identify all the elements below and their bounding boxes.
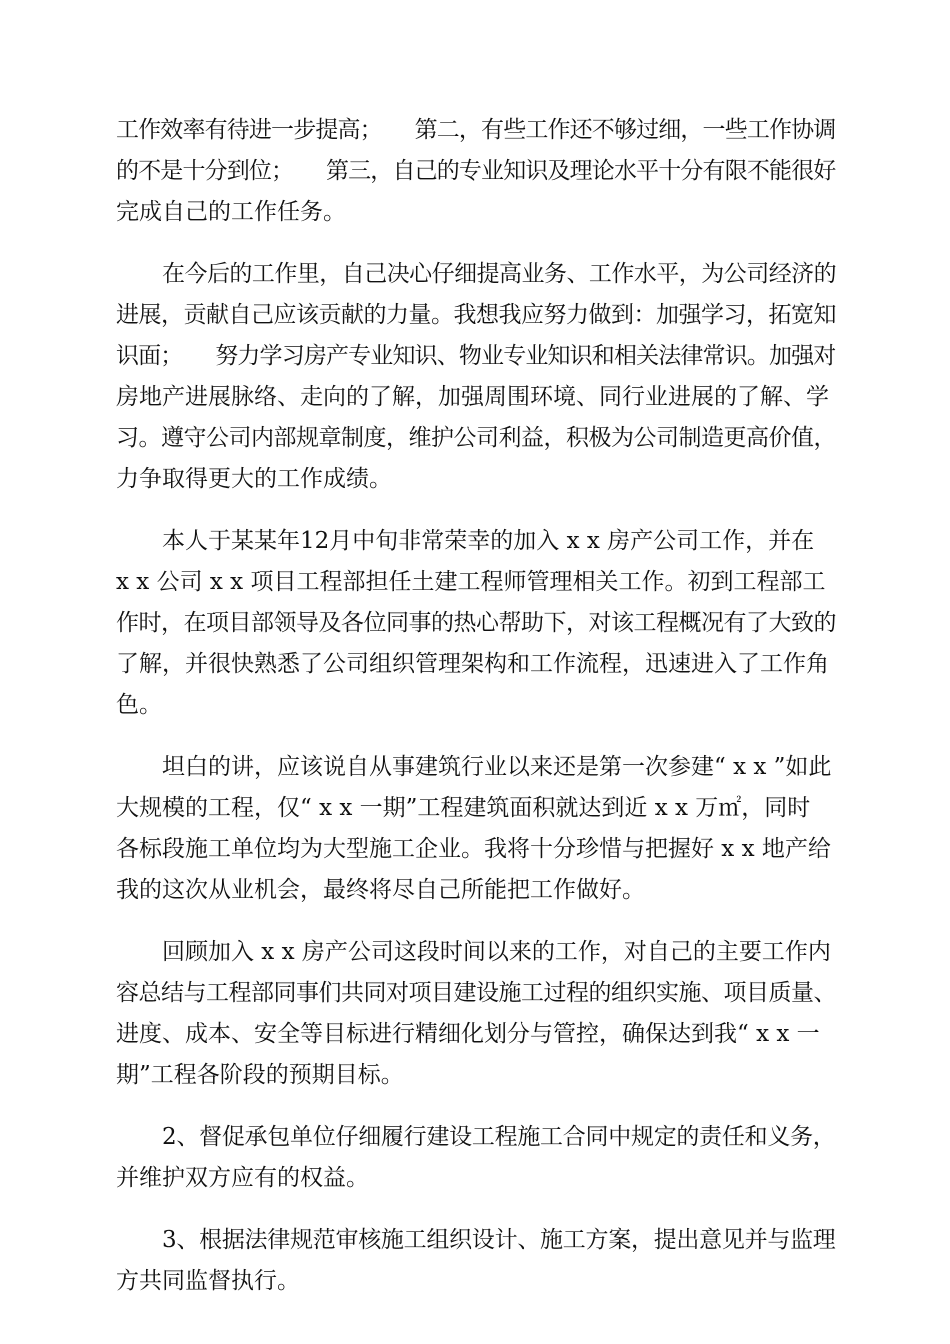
text-line: 识面； 努力学习房产专业知识、物业专业知识和相关法律常识。加强对 bbox=[116, 343, 836, 369]
paragraph-item-3 bbox=[116, 1220, 836, 1302]
text-line: 进度、成本、安全等目标进行精细化划分与管控，确保达到我“ x x 一 bbox=[116, 1021, 820, 1047]
text-line: 期”工程各阶段的预期目标。 bbox=[116, 1062, 404, 1088]
text-line: 容总结与工程部同事们共同对项目建设施工过程的组织实施、项目质量、 bbox=[116, 980, 836, 1006]
paragraph-work-review bbox=[116, 932, 836, 1096]
paragraph-work-shortcomings bbox=[116, 110, 836, 233]
text-line: 2、督促承包单位仔细履行建设工程施工合同中规定的责任和义务， bbox=[162, 1124, 836, 1150]
text-line: 我的这次从业机会，最终将尽自己所能把工作做好。 bbox=[116, 877, 645, 903]
text-line: 各标段施工单位均为大型施工企业。我将十分珍惜与把握好 x x 地产给 bbox=[116, 836, 831, 862]
text-line: 作时，在项目部领导及各位同事的热心帮助下，对该工程概况有了大致的 bbox=[116, 610, 836, 636]
paragraph-future-plan bbox=[116, 254, 836, 500]
text-line: 大规模的工程，仅“ x x 一期”工程建筑面积就达到近 x x 万㎡，同时 bbox=[116, 795, 811, 821]
document-body bbox=[116, 110, 836, 1323]
paragraph-item-2 bbox=[116, 1117, 836, 1199]
text-line: 的不是十分到位； 第三，自己的专业知识及理论水平十分有限不能很好 bbox=[116, 158, 836, 184]
text-line: 回顾加入 x x 房产公司这段时间以来的工作，对自己的主要工作内 bbox=[162, 939, 831, 965]
text-line: 在今后的工作里，自己决心仔细提高业务、工作水平，为公司经济的 bbox=[162, 261, 837, 287]
paragraph-joining-company bbox=[116, 521, 836, 726]
paragraph-project-scale bbox=[116, 747, 836, 911]
text-line: 色。 bbox=[116, 692, 162, 718]
text-line: 力争取得更大的工作成绩。 bbox=[116, 466, 392, 492]
text-line: 方共同监督执行。 bbox=[116, 1268, 300, 1294]
text-line: 完成自己的工作任务。 bbox=[116, 199, 346, 225]
text-line: 了解，并很快熟悉了公司组织管理架构和工作流程，迅速进入了工作角 bbox=[116, 651, 829, 677]
text-line: 进展，贡献自己应该贡献的力量。我想我应努力做到：加强学习，拓宽知 bbox=[116, 302, 836, 328]
text-line: 并维护双方应有的权益。 bbox=[116, 1165, 369, 1191]
text-line: 本人于某某年12月中旬非常荣幸的加入 x x 房产公司工作，并在 bbox=[162, 528, 815, 554]
text-line: 习。遵守公司内部规章制度，维护公司利益，积极为公司制造更高价值， bbox=[116, 425, 836, 451]
text-line: 3、根据法律规范审核施工组织设计、施工方案，提出意见并与监理 bbox=[162, 1227, 836, 1253]
text-line: x x 公司 x x 项目工程部担任土建工程师管理相关工作。初到工程部工 bbox=[116, 569, 826, 595]
text-line: 房地产进展脉络、走向的了解，加强周围环境、同行业进展的了解、学 bbox=[116, 384, 829, 410]
text-line: 工作效率有待进一步提高； 第二，有些工作还不够过细，一些工作协调 bbox=[116, 117, 836, 143]
text-line: 坦白的讲，应该说自从事建筑行业以来还是第一次参建“ x x ”如此 bbox=[162, 754, 832, 780]
